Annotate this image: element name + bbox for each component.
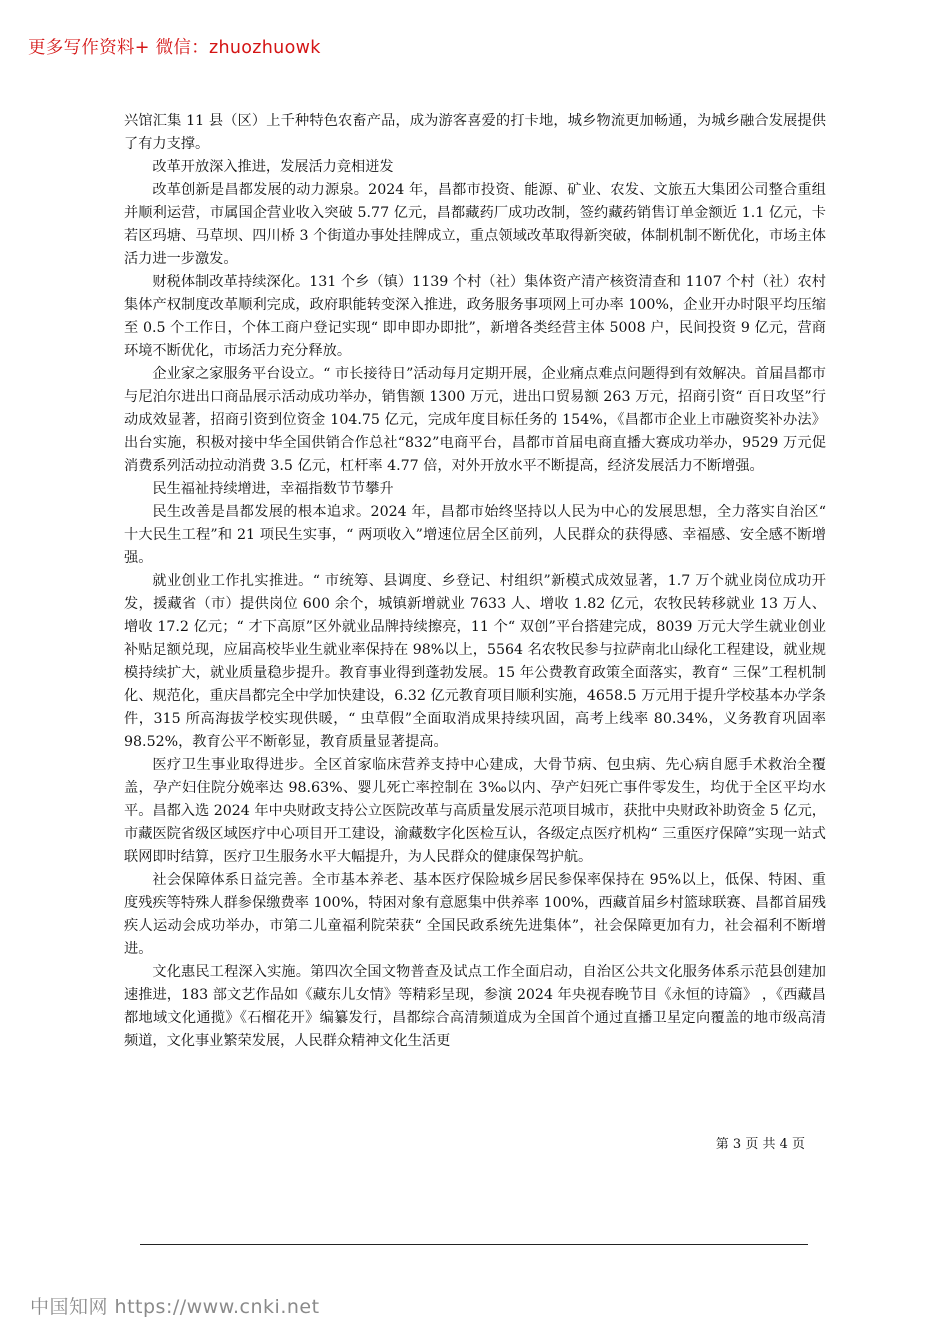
paragraph: 就业创业工作扎实推进。“ 市统筹、县调度、乡登记、村组织”新模式成效显著，1.7 万个就业岗位成功开发，援藏省（市）提供岗位 600 余个，城镇新增就业 7633 人、增收 1.82 亿元，农牧民转移就业 13 万人、增收 17.2 亿元；“ 才下高原”区外就业品牌持续擦亮，11 个“ 双创”平台搭建完成，8039 万元大学生就业创业补贴足额兑现，应届高校毕业生就业率保持在 98%以上，5564 名农牧民参与拉萨南北山绿化工程建设，就业规模持续扩大，就业质量稳步提升。教育事业得到蓬勃发展。15 年公费教育政策全面落实，教育“ 三保”工程机制化、规范化，重庆昌都完全中学加快建设，6.32 亿元教育项目顺利实施，4658.5 万元用于提升学校基本办学条件，315 所高海拔学校实现供暖，“ 虫草假”全面取消成果持续巩固，高考上线率 80.34%，义务教育巩固率 98.52%，教育公平不断彰显，教育质量显著提高。 <box>124 573 826 750</box>
footer-divider <box>140 1244 808 1245</box>
promo-link[interactable]: 更多写作资料+ 微信：zhuozhuowk <box>28 38 321 58</box>
section-heading-reform: 改革开放深入推进，发展活力竞相迸发 <box>152 159 394 175</box>
paragraph: 企业家之家服务平台设立。“ 市长接待日”活动每月定期开展，企业痛点难点问题得到有效解决。首届昌都市与尼泊尔进出口商品展示活动成功举办，销售额 1300 万元，进出口贸易额 263 万元，招商引资“ 百日攻坚”行动成效显著，招商引资到位资金 104.75 亿元，完成年度目标任务的 154%，《昌都市企业上市融资奖补办法》出台实施，积极对接中华全国供销合作总社“832”电商平台，昌都市首届电商直播大赛成功举办，9529 万元促消费系列活动拉动消费 3.5 亿元，杠杆率 4.77 倍，对外开放水平不断提高，经济发展活力不断增强。 <box>124 366 826 474</box>
paragraph: 改革创新是昌都发展的动力源泉。2024 年，昌都市投资、能源、矿业、农发、文旅五大集团公司整合重组并顺利运营，市属国企营业收入突破 5.77 亿元，昌都藏药厂成功改制，签约藏药销售订单金额近 1.1 亿元，卡若区玛塘、马草坝、四川桥 3 个街道办事处挂牌成立，重点领域改革取得新突破，体制机制不断优化，市场主体活力进一步激发。 <box>124 182 826 267</box>
document-body <box>124 110 826 1053</box>
page-number: 第 3 页 共 4 页 <box>715 1137 805 1152</box>
paragraph: 医疗卫生事业取得进步。全区首家临床营养支持中心建成，大骨节病、包虫病、先心病自愿手术救治全覆盖，孕产妇住院分娩率达 98.63%、婴儿死亡率控制在 3‰以内、孕产妇死亡事件零发生，均优于全区平均水平。昌都入选 2024 年中央财政支持公立医院改革与高质量发展示范项目城市，获批中央财政补助资金 5 亿元，市藏医院省级区域医疗中心项目开工建设，渝藏数字化医检互认，各级定点医疗机构“ 三重医疗保障”实现一站式联网即时结算，医疗卫生服务水平大幅提升，为人民群众的健康保驾护航。 <box>124 757 826 865</box>
section-heading-livelihood: 民生福祉持续增进，幸福指数节节攀升 <box>152 481 394 497</box>
cnki-watermark: 中国知网 https://www.cnki.net <box>30 1296 320 1318</box>
paragraph: 财税体制改革持续深化。131 个乡（镇）1139 个村（社）集体资产清产核资清查和 1107 个村（社）农村集体产权制度改革顺利完成，政府职能转变深入推进，政务服务事项网上可办率 100%，企业开办时限平均压缩至 0.5 个工作日，个体工商户登记实现“ 即申即办即批”，新增各类经营主体 5008 户，民间投资 9 亿元，营商环境不断优化，市场活力充分释放。 <box>124 274 826 359</box>
paragraph-continuation: 兴馆汇集 11 县（区）上千种特色农畜产品，成为游客喜爱的打卡地，城乡物流更加畅通，为城乡融合发展提供了有力支撑。 <box>124 113 826 152</box>
paragraph: 文化惠民工程深入实施。第四次全国文物普查及试点工作全面启动，自治区公共文化服务体系示范县创建加速推进，183 部文艺作品如《藏东儿女情》等精彩呈现，参演 2024 年央视春晚节目《永恒的诗篇》 ，《西藏昌都地域文化通揽》《石榴花开》编纂发行，昌都综合高清频道成为全国首个通过直播卫星定向覆盖的地市级高清频道，文化事业繁荣发展，人民群众精神文化生活更 <box>124 964 826 1049</box>
paragraph: 社会保障体系日益完善。全市基本养老、基本医疗保险城乡居民参保率保持在 95%以上，低保、特困、重度残疾等特殊人群参保缴费率 100%，特困对象有意愿集中供养率 100%，西藏首届乡村篮球联赛、昌都首届残疾人运动会成功举办，市第二儿童福利院荣获“ 全国民政系统先进集体”，社会保障更加有力，社会福利不断增进。 <box>124 872 826 957</box>
paragraph: 民生改善是昌都发展的根本追求。2024 年，昌都市始终坚持以人民为中心的发展思想，全力落实自治区“ 十大民生工程”和 21 项民生实事，“ 两项收入”增速位居全区前列，人民群众的获得感、幸福感、安全感不断增强。 <box>124 504 826 566</box>
